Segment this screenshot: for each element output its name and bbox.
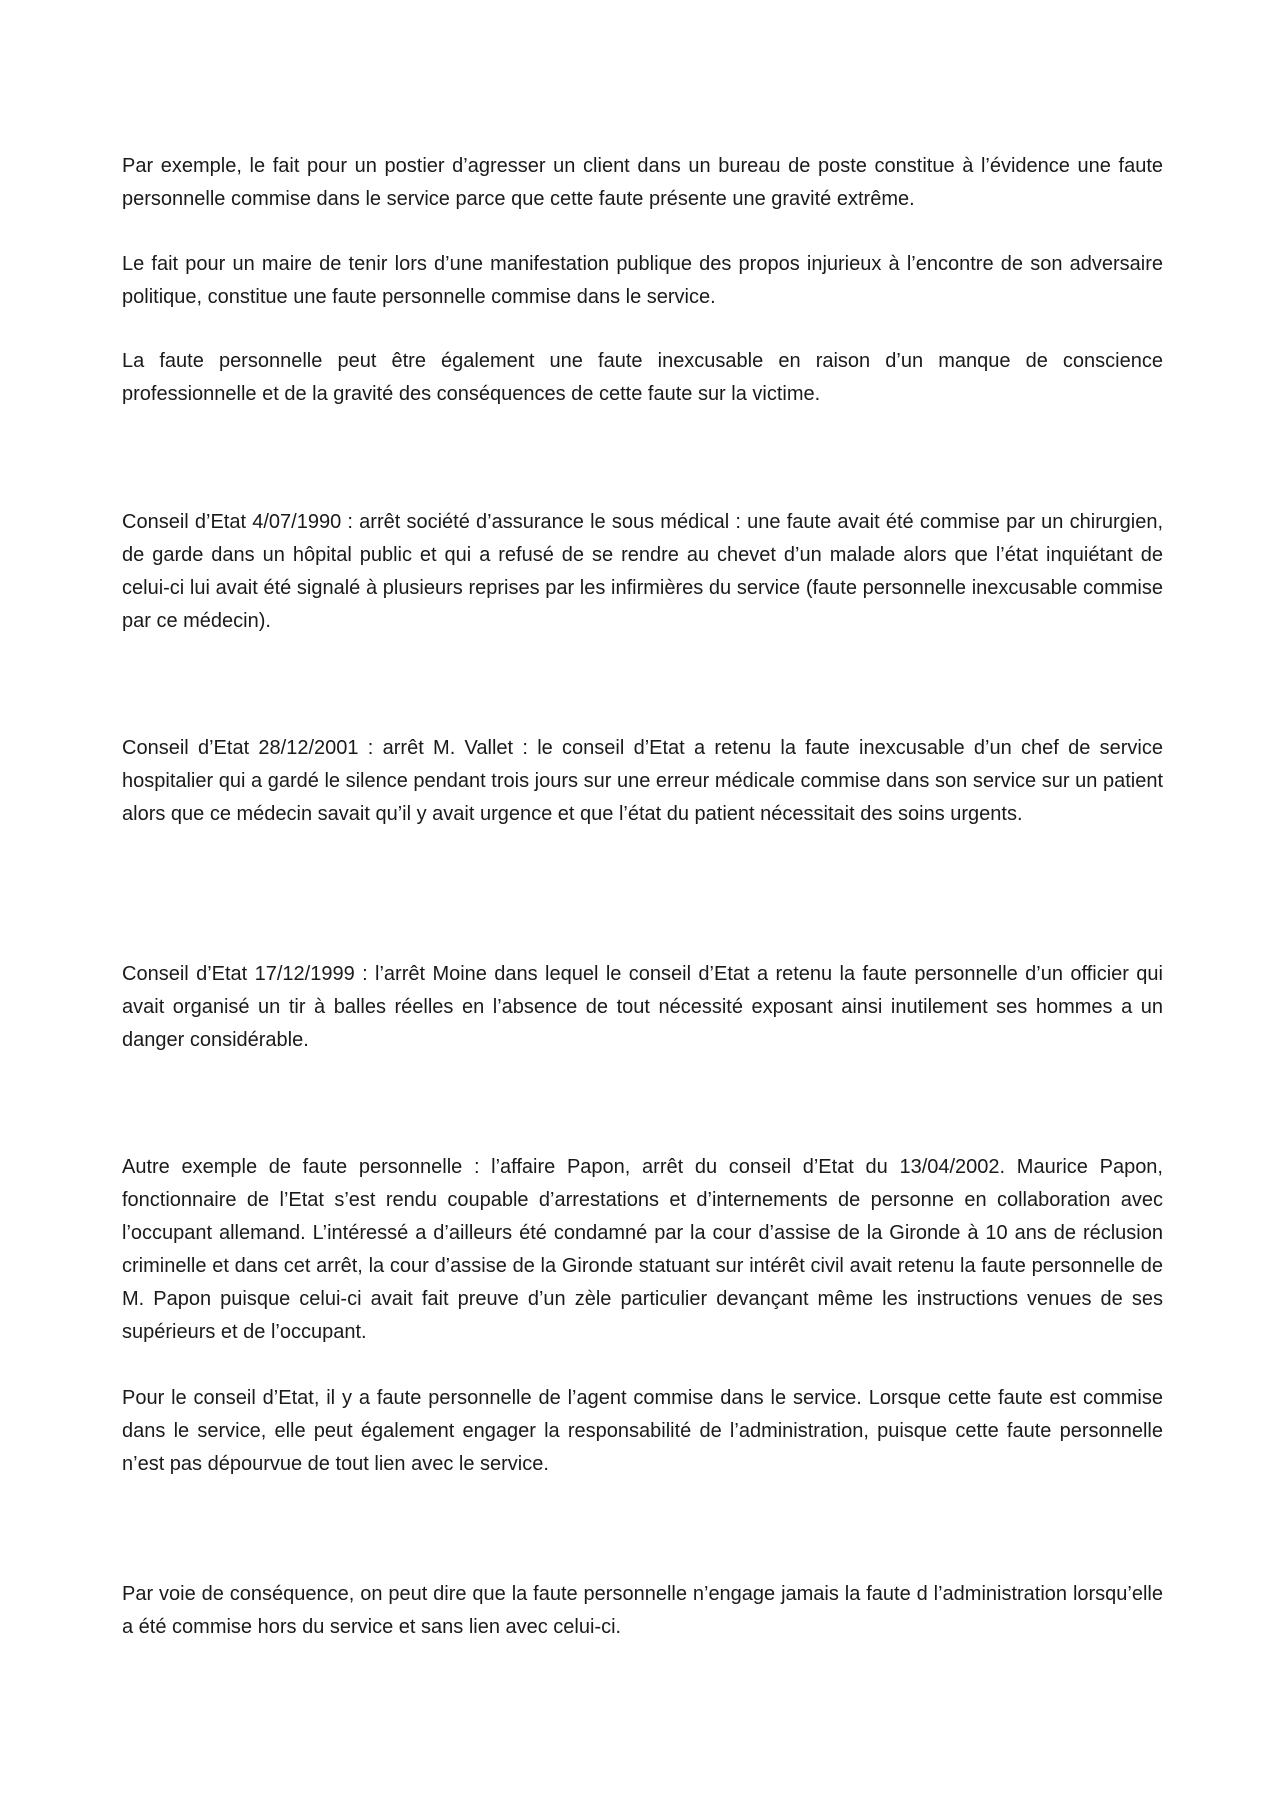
paragraph-conclusion: Par voie de conséquence, on peut dire que la faute personnelle n’engage jamais la faute d l’administration lorsqu’elle a été commise hors du service et sans lien avec celui-ci. [122,1583,1163,1638]
paragraph-ce-1990: Conseil d’Etat 4/07/1990 : arrêt société d’assurance le sous médical : une faute avait été commise par un chirurgien, de garde dans un hôpital public et qui a refusé de se rendre au chevet d’un malade alors que l’état inquiétant de celui-ci lui avait été signalé à plusieurs reprises par les infirmières du service (faute personnelle inexcusable commise par ce médecin). [122,511,1163,632]
paragraph-affaire-papon: Autre exemple de faute personnelle : l’affaire Papon, arrêt du conseil d’Etat du 13/04/2002. Maurice Papon, fonctionnaire de l’Etat s’est rendu coupable d’arrestations et d’internements de personne en collaboration avec l’occupant allemand. L’intéressé a d’ailleurs été condamné par la cour d’assise de la Gironde à 10 ans de réclusion criminelle et dans cet arrêt, la cour d’assise de la Gironde statuant sur intérêt civil avait retenu la faute personnelle de M. Papon puisque celui-ci avait fait preuve d’un zèle particulier devançant même les instructions venues de ses supérieurs et de l’occupant. [122,1156,1163,1343]
paragraph-faute-inexcusable: La faute personnelle peut être également une faute inexcusable en raison d’un manque de conscience professionnelle et de la gravité des conséquences de cette faute sur la victime. [122,350,1163,405]
paragraph-ce-1999-moine: Conseil d’Etat 17/12/1999 : l’arrêt Moine dans lequel le conseil d’Etat a retenu la faute personnelle d’un officier qui avait organisé un tir à balles réelles en l’absence de tout nécessité exposant ainsi inutilement ses hommes a un danger considérable. [122,963,1163,1051]
paragraph-ce-2001-vallet: Conseil d’Etat 28/12/2001 : arrêt M. Vallet : le conseil d’Etat a retenu la faute inexcusable d’un chef de service hospitalier qui a gardé le silence pendant trois jours sur une erreur médicale commise dans son service sur un patient alors que ce médecin savait qu’il y avait urgence et que l’état du patient nécessitait des soins urgents. [122,737,1163,825]
paragraph-postier-example: Par exemple, le fait pour un postier d’agresser un client dans un bureau de poste constitue à l’évidence une faute personnelle commise dans le service parce que cette faute présente une gravité extrême. [122,155,1163,210]
paragraph-responsabilite-administration: Pour le conseil d’Etat, il y a faute personnelle de l’agent commise dans le service. Lorsque cette faute est commise dans le service, elle peut également engager la responsabilité de l’administration, puisque cette faute personnelle n’est pas dépourvue de tout lien avec le service. [122,1387,1163,1475]
paragraph-maire-example: Le fait pour un maire de tenir lors d’une manifestation publique des propos injurieux à l’encontre de son adversaire politique, constitue une faute personnelle commise dans le service. [122,253,1163,308]
